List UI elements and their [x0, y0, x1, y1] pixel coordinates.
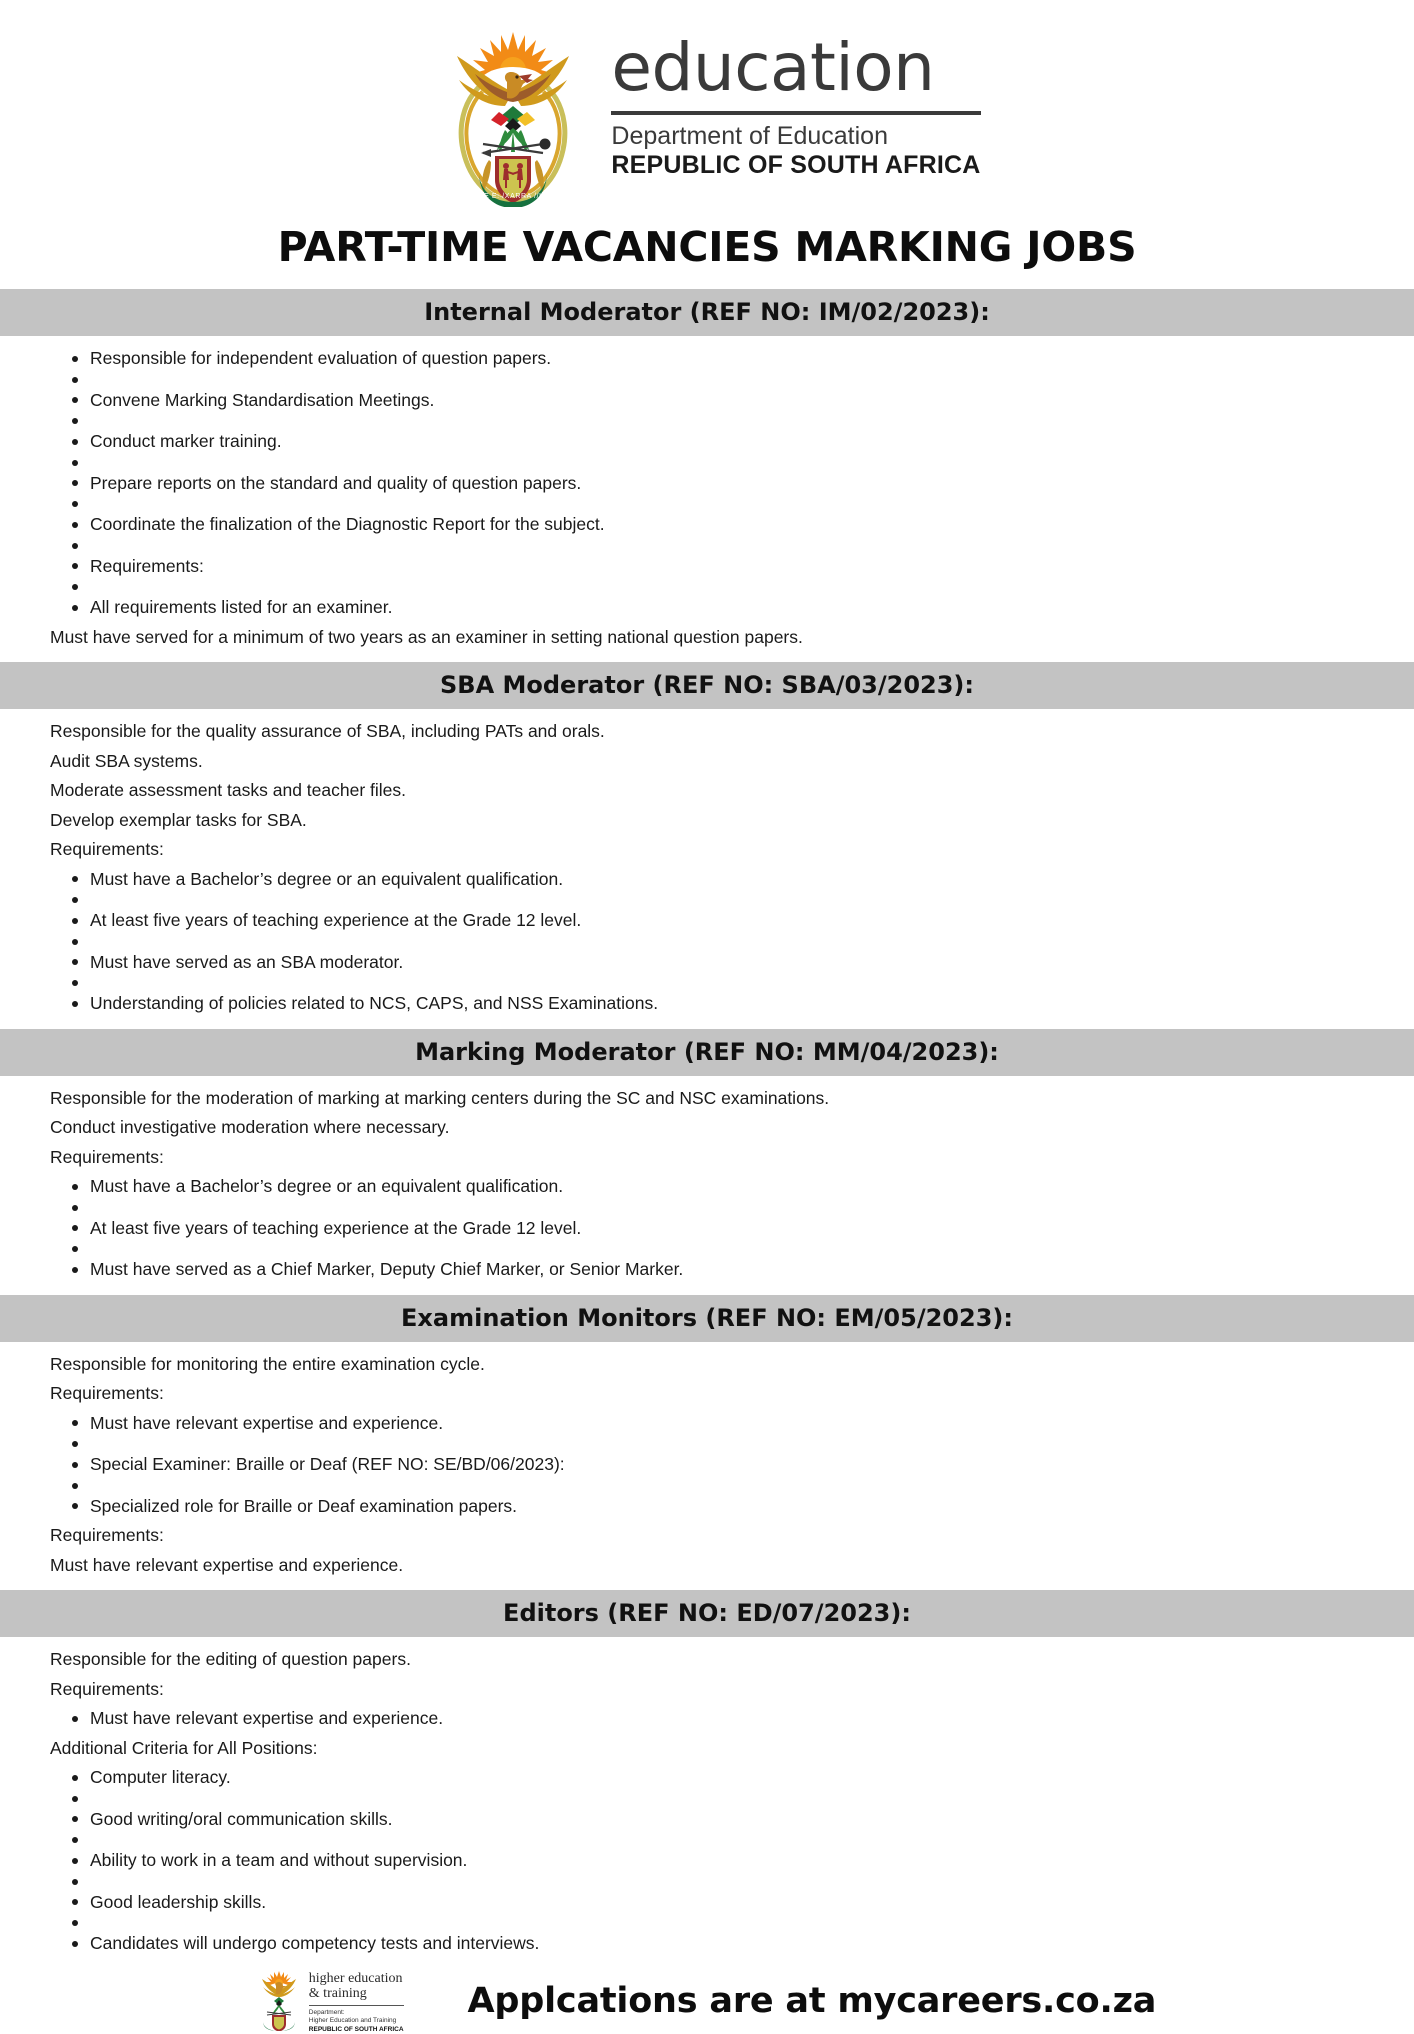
paragraph-line: Requirements:	[50, 1383, 164, 1403]
het-line-2: & training	[308, 1986, 367, 2002]
bullet-spacer	[50, 1438, 1364, 1450]
list-item: Prepare reports on the standard and quality of question papers.	[50, 469, 1364, 499]
doe-logo-lockup	[433, 22, 980, 207]
section-header: Examination Monitors (REF NO: EM/05/2023):	[0, 1295, 1414, 1342]
list-item: Candidates will undergo competency tests and interviews.	[50, 1929, 1364, 1959]
page-title: PART-TIME VACANCIES MARKING JOBS	[277, 223, 1137, 271]
bullet-spacer	[50, 374, 1364, 386]
paragraph-line: Develop exemplar tasks for SBA.	[50, 809, 307, 830]
paragraph-line: Responsible for the quality assurance of SBA, including PATs and orals.	[50, 721, 605, 741]
paragraph-line: Requirements:	[50, 1146, 164, 1167]
paragraph-line: Responsible for monitoring the entire examination cycle.	[50, 1353, 485, 1374]
paragraph-line: Requirements:	[50, 839, 164, 859]
paragraph-line: Requirements:	[50, 1678, 164, 1699]
het-country-label: REPUBLIC OF SOUTH AFRICA	[308, 2025, 404, 2033]
bullet-spacer	[50, 498, 1364, 510]
bullet-spacer	[50, 894, 1364, 906]
education-wordmark: education	[611, 29, 935, 106]
paragraph-line: Conduct investigative moderation where necessary.	[50, 1117, 450, 1137]
list-item: Must have a Bachelor’s degree or an equivalent qualification.	[50, 1172, 1364, 1202]
bullet-list	[50, 1763, 1364, 1959]
bullet-list	[50, 1704, 1364, 1734]
bullet-spacer	[50, 1917, 1364, 1929]
doe-wordmark	[611, 22, 980, 181]
list-item: At least five years of teaching experience at the Grade 12 level.	[50, 906, 1364, 936]
paragraph-line: Must have served for a minimum of two years as an examiner in setting national question papers.	[50, 626, 803, 647]
bullet-list	[50, 1172, 1364, 1285]
het-department-label: Department:	[308, 2009, 345, 2017]
list-item: Must have a Bachelor’s degree or an equivalent qualification.	[50, 865, 1364, 895]
document-header	[0, 0, 1414, 211]
bullet-list	[50, 344, 1364, 623]
list-item: Specialized role for Braille or Deaf examination papers.	[50, 1492, 1364, 1522]
bullet-spacer	[50, 540, 1364, 552]
higher-education-training-logo	[258, 1969, 404, 2034]
wordmark-divider	[611, 111, 980, 115]
list-item: All requirements listed for an examiner.	[50, 593, 1364, 623]
list-item: Computer literacy.	[50, 1763, 1364, 1793]
list-item: Responsible for independent evaluation of question papers.	[50, 344, 1364, 374]
list-item: Must have relevant expertise and experience.	[50, 1409, 1364, 1439]
list-item: Must have served as a Chief Marker, Deputy Chief Marker, or Senior Marker.	[50, 1255, 1364, 1285]
list-item: Requirements:	[50, 552, 1364, 582]
list-item: Understanding of policies related to NCS, CAPS, and NSS Examinations.	[50, 989, 1364, 1019]
list-item: Conduct marker training.	[50, 427, 1364, 457]
bullet-spacer	[50, 1793, 1364, 1805]
list-item: Good leadership skills.	[50, 1888, 1364, 1918]
section-header: Editors (REF NO: ED/07/2023):	[0, 1590, 1414, 1637]
list-item: Ability to work in a team and without supervision.	[50, 1846, 1364, 1876]
het-line-1: higher education	[308, 1970, 403, 1986]
applications-cta[interactable]: Applcations are at mycareers.co.za	[467, 1981, 1157, 2022]
bullet-spacer	[50, 936, 1364, 948]
section-body	[0, 1637, 1414, 1969]
list-item: Must have served as an SBA moderator.	[50, 948, 1364, 978]
bullet-spacer	[50, 1480, 1364, 1492]
bullet-spacer	[50, 1876, 1364, 1888]
section-header: Internal Moderator (REF NO: IM/02/2023):	[0, 289, 1414, 336]
list-item: Good writing/oral communication skills.	[50, 1805, 1364, 1835]
paragraph-line: Must have relevant expertise and experience.	[50, 1554, 404, 1575]
bullet-list	[50, 1409, 1364, 1522]
list-item: Special Examiner: Braille or Deaf (REF NO: SE/BD/06/2023):	[50, 1450, 1364, 1480]
list-item: Coordinate the finalization of the Diagnostic Report for the subject.	[50, 510, 1364, 540]
list-item: Must have relevant expertise and experience.	[50, 1704, 1364, 1734]
het-divider	[309, 2005, 404, 2007]
department-label: Department of Education	[611, 121, 888, 150]
het-department-name: Higher Education and Training	[308, 2017, 397, 2025]
bullet-spacer	[50, 457, 1364, 469]
paragraph-line: Additional Criteria for All Positions:	[50, 1737, 318, 1758]
south-african-coat-of-arms-icon	[433, 22, 593, 207]
coat-of-arms-motto: !KE E: /XARRA //KE	[476, 193, 551, 200]
bullet-spacer	[50, 1834, 1364, 1846]
section-header: Marking Moderator (REF NO: MM/04/2023):	[0, 1029, 1414, 1076]
paragraph-line: Responsible for the editing of question papers.	[50, 1649, 411, 1669]
het-wordmark	[309, 1969, 404, 2034]
bullet-spacer	[50, 581, 1364, 593]
bullet-spacer	[50, 1202, 1364, 1214]
paragraph-line: Audit SBA systems.	[50, 750, 203, 771]
paragraph-line: Responsible for the moderation of marking at marking centers during the SC and NSC examinations.	[50, 1087, 830, 1108]
bullet-spacer	[50, 415, 1364, 427]
section-body	[0, 1076, 1414, 1295]
paragraph-line: Moderate assessment tasks and teacher files.	[50, 780, 407, 800]
document-footer	[0, 1969, 1414, 2034]
section-body	[0, 709, 1414, 1029]
bullet-spacer	[50, 977, 1364, 989]
bullet-list	[50, 865, 1364, 1019]
section-body	[0, 336, 1414, 662]
list-item: At least five years of teaching experience at the Grade 12 level.	[50, 1214, 1364, 1244]
vacancy-sections	[0, 289, 1414, 1969]
country-label: REPUBLIC OF SOUTH AFRICA	[611, 151, 981, 180]
bullet-spacer	[50, 1243, 1364, 1255]
section-body	[0, 1342, 1414, 1591]
paragraph-line: Requirements:	[50, 1525, 164, 1545]
section-header: SBA Moderator (REF NO: SBA/03/2023):	[0, 662, 1414, 709]
list-item: Convene Marking Standardisation Meetings.	[50, 386, 1364, 416]
